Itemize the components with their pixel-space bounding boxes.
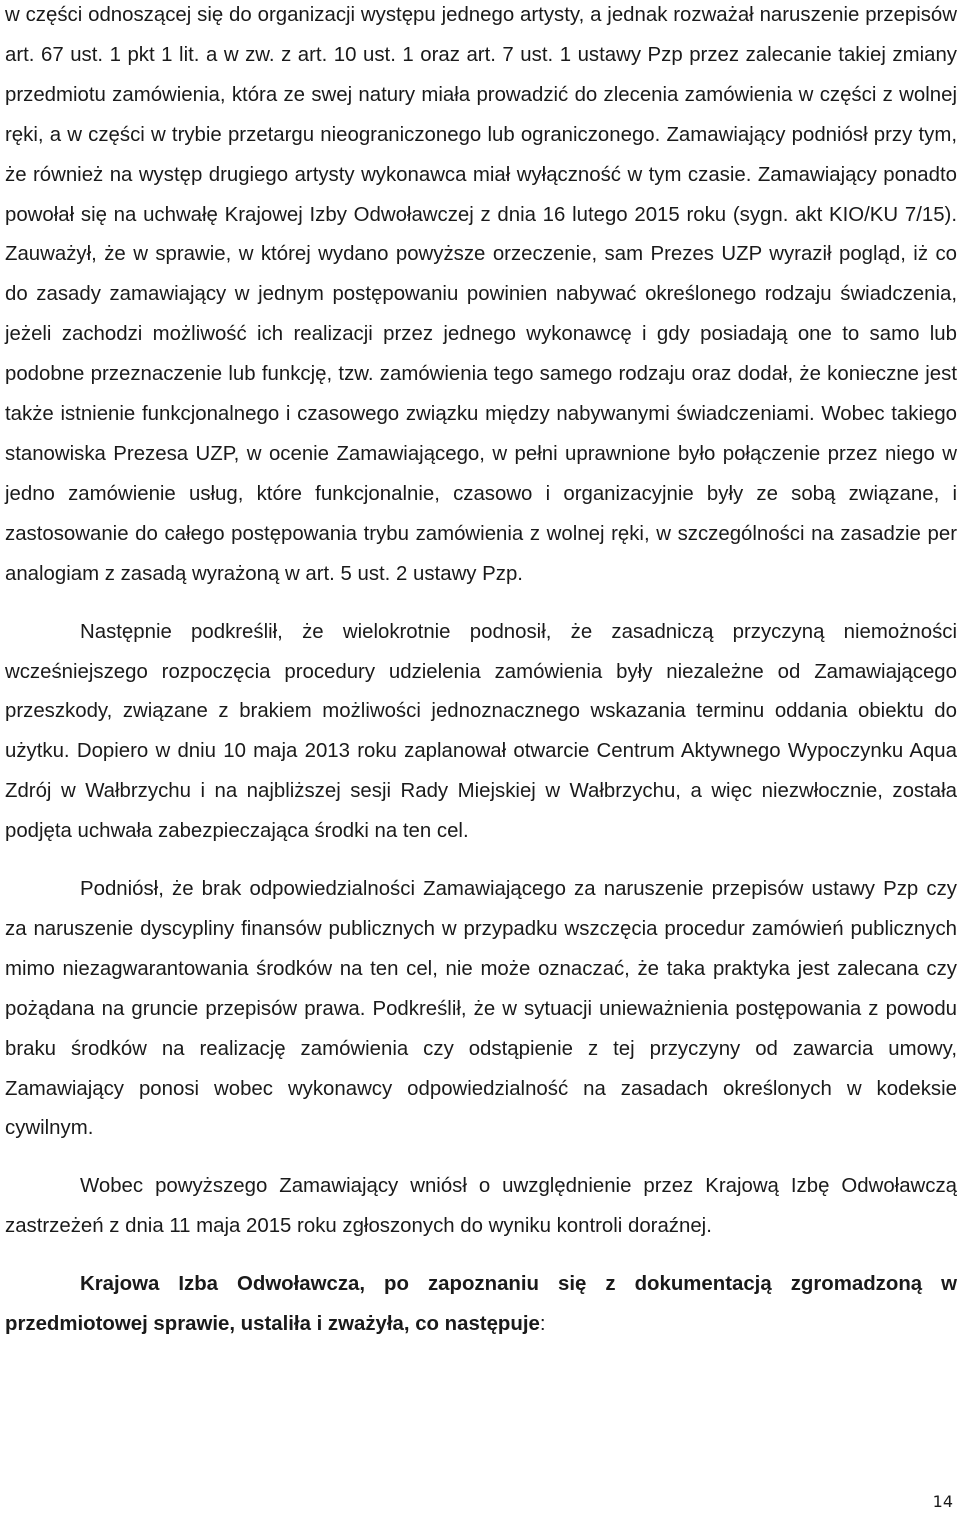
paragraph-izba-ustalenia [5, 1265, 957, 1345]
izba-ustalenia-text: Krajowa Izba Odwoławcza, po zapoznaniu się z dokumentacją zgromadzoną w przedmiotowej sprawie, ustaliła i zważyła, co następuje [5, 1273, 957, 1336]
izba-ustalenia-colon: : [539, 1313, 546, 1336]
paragraph-przeszkody: Następnie podkreślił, że wielokrotnie podnosił, że zasadniczą przyczyną niemożności wcześniejszego rozpoczęcia procedury udzielenia zamówienia były niezależne od Zamawiającego przeszkody, związane z brakiem możliwości jednoznacznego wskazania terminu oddania obiektu do użytku. Dopiero w dniu 10 maja 2013 roku zaplanował otwarcie Centrum Aktywnego Wypoczynku Aqua Zdrój w Wałbrzychu i na najbliższej sesji Rady Miejskiej w Wałbrzychu, a więc niezwłocznie, została podjęta uchwała zabezpieczająca środki na ten cel. [5, 620, 957, 843]
document-page [5, 0, 957, 1345]
paragraph-continuation: w części odnoszącej się do organizacji występu jednego artysty, a jednak rozważał naruszenie przepisów art. 67 ust. 1 pkt 1 lit. a w zw. z art. 10 ust. 1 oraz art. 7 ust. 1 ustawy Pzp przez zalecanie takiej zmiany przedmiotu zamówienia, która ze swej natury miała prowadzić do zlecenia zamówienia w części z wolnej ręki, a w części w trybie przetargu nieograniczonego lub ograniczonego. Zamawiający podniósł przy tym, że również na występ drugiego artysty wykonawca miał wyłączność w tym czasie. Zamawiający ponadto powołał się na uchwałę Krajowej Izby Odwoławczej z dnia 16 lutego 2015 roku (sygn. akt KIO/KU 7/15). Zauważył, że w sprawie, w której wydano powyższe orzeczenie, sam Prezes UZP wyraził pogląd, iż co do zasady zamawiający w jednym postępowaniu powinien nabywać określonego rodzaju świadczenia, jeżeli zachodzi możliwość ich realizacji przez jednego wykonawcę i gdy posiadają one to samo lub podobne przeznaczenie lub funkcję, tzw. zamówienia tego samego rodzaju oraz dodał, że konieczne jest także istnienie funkcjonalnego i czasowego związku między nabywanymi świadczeniami. Wobec takiego stanowiska Prezesa UZP, w ocenie Zamawiającego, w pełni uprawnione było połączenie przez niego w jedno zamówienie usług, które funkcjonalnie, czasowo i organizacyjnie były ze sobą związane, i zastosowanie do całego postępowania trybu zamówienia z wolnej ręki, w szczególności na zasadzie per analogiam z zasadą wyrażoną w art. 5 ust. 2 ustawy Pzp. [5, 4, 957, 585]
paragraph-odpowiedzialnosc: Podniósł, że brak odpowiedzialności Zamawiającego za naruszenie przepisów ustawy Pzp czy za naruszenie dyscypliny finansów publicznych w przypadku wszczęcia procedur zamówień publicznych mimo niezagwarantowania środków na ten cel, nie może oznaczać, że taka praktyka jest zalecana czy pożądana na gruncie przepisów prawa. Podkreślił, że w sytuacji unieważnienia postępowania z powodu braku środków na realizację zamówienia czy odstąpienie z tej przyczyny od zawarcia umowy, Zamawiający ponosi wobec wykonawcy odpowiedzialność na zasadach określonych w kodeksie cywilnym. [5, 878, 957, 1140]
paragraph-wniosek: Wobec powyższego Zamawiający wniósł o uwzględnienie przez Krajową Izbę Odwoławczą zastrzeżeń z dnia 11 maja 2015 roku zgłoszonych do wyniku kontroli doraźnej. [5, 1175, 957, 1238]
page-number: 14 [932, 1492, 953, 1511]
